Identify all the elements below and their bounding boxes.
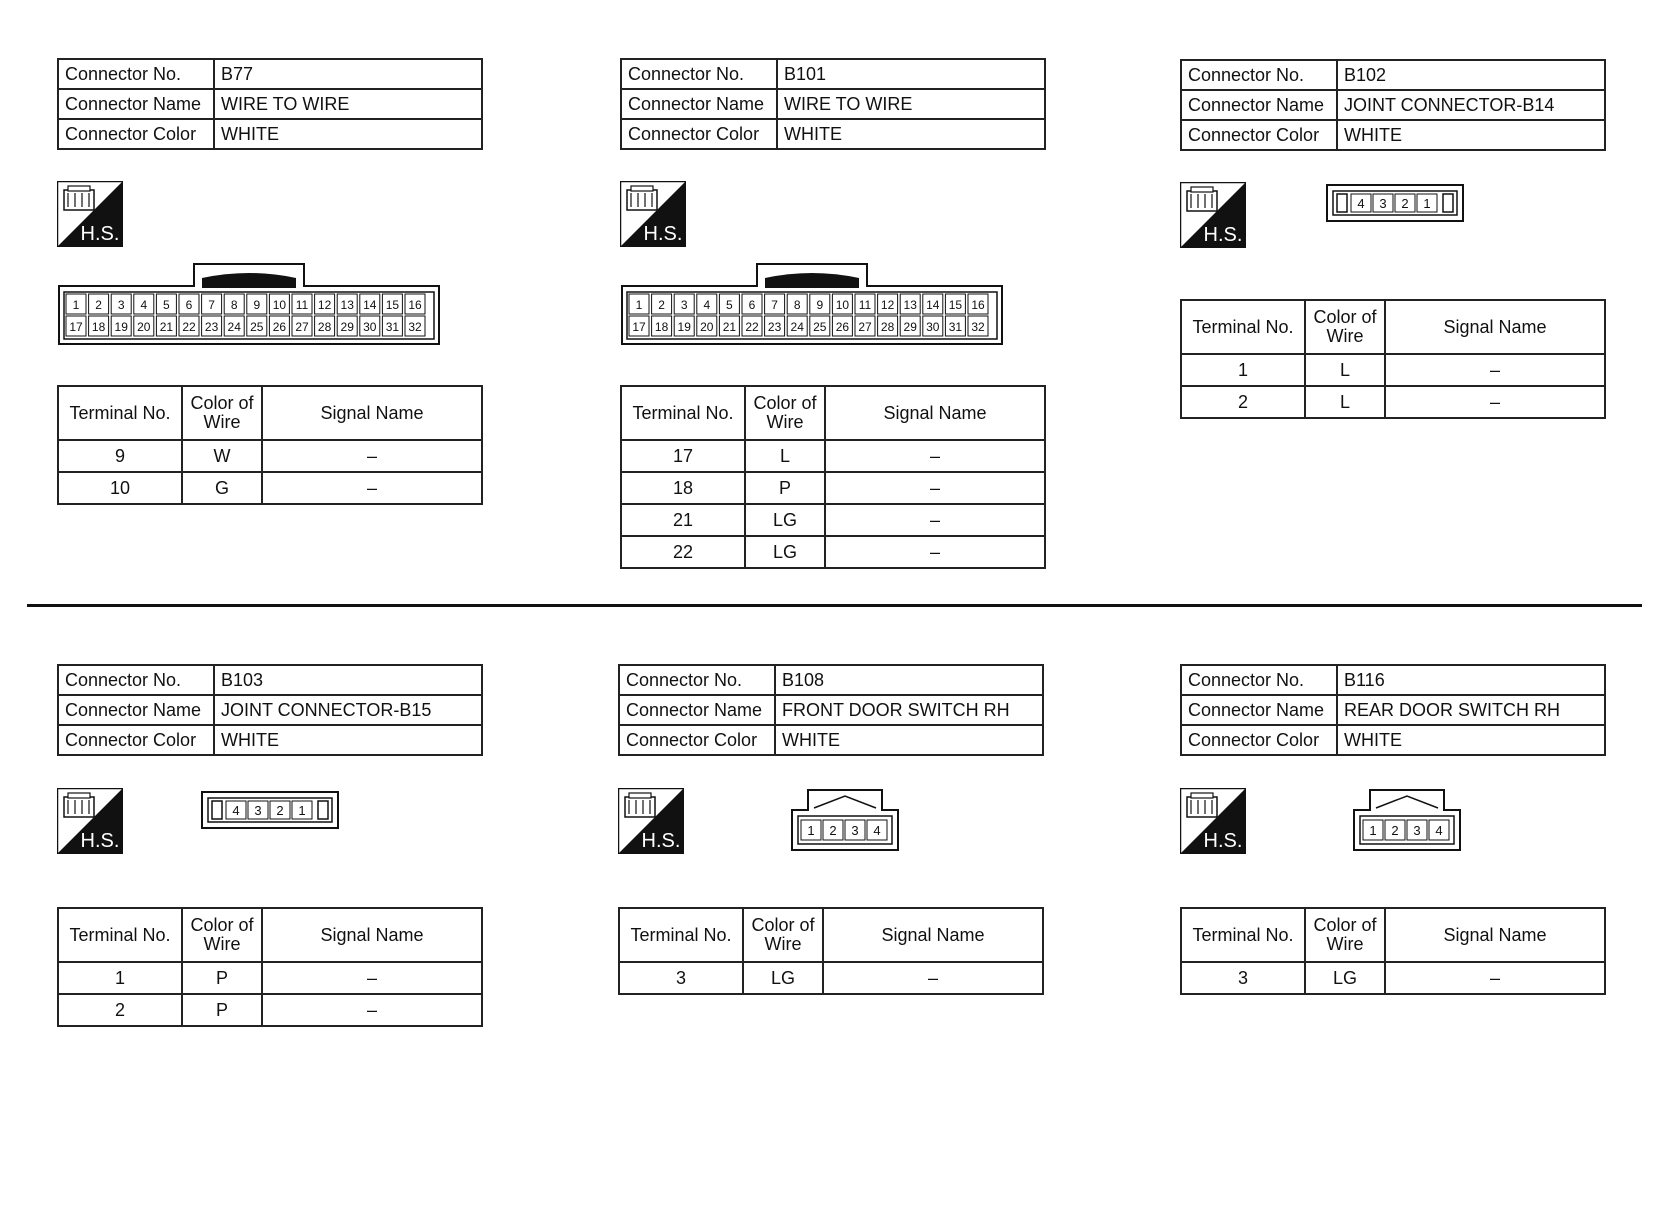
connector-name-value: FRONT DOOR SWITCH RH	[775, 695, 1043, 725]
table-row	[58, 472, 482, 504]
table-row	[621, 472, 1045, 504]
pin-number: 32	[971, 320, 985, 334]
connector-no-label: Connector No.	[1181, 665, 1337, 695]
connector-face-diagram	[200, 790, 340, 830]
pictogram-latch	[1191, 187, 1213, 192]
connector-panel-b108	[618, 664, 1044, 756]
pin-number: 15	[948, 298, 963, 312]
color-of-wire-header-line2: Wire	[1326, 934, 1364, 954]
pin-number: 32	[408, 320, 422, 334]
hs-badge-label: H.S.	[80, 830, 120, 852]
signal-name-cell: –	[262, 962, 482, 994]
terminal-panel-b103	[57, 907, 483, 1027]
harness-side-icon	[620, 181, 686, 247]
pin-number: 3	[680, 298, 688, 312]
wire-color-cell: L	[1305, 386, 1385, 418]
terminal-table	[1180, 299, 1606, 419]
terminal-no-cell: 10	[58, 472, 182, 504]
connector-name-value: JOINT CONNECTOR-B14	[1337, 90, 1605, 120]
pin-number: 5	[163, 298, 170, 312]
table-row	[58, 962, 482, 994]
signal-name-cell: –	[825, 504, 1045, 536]
connector-face-diagram	[57, 262, 441, 346]
wire-color-cell: LG	[743, 962, 823, 994]
pin-number: 3	[851, 823, 859, 838]
pin-number: 3	[1413, 823, 1421, 838]
connector-no-value: B116	[1337, 665, 1605, 695]
signal-name-header: Signal Name	[1385, 300, 1605, 354]
table-row	[58, 440, 482, 472]
hs-badge-label: H.S.	[641, 830, 681, 852]
wire-color-cell: W	[182, 440, 262, 472]
pin-number: 10	[835, 298, 850, 312]
pin-number: 6	[748, 298, 756, 312]
harness-side-icon	[57, 181, 123, 247]
pin-number: 26	[272, 320, 287, 334]
connector-no-value: B77	[214, 59, 482, 89]
pin-number: 4	[873, 823, 881, 838]
wire-color-cell: LG	[745, 504, 825, 536]
pictogram-latch	[1191, 793, 1213, 798]
pin-number: 18	[91, 320, 106, 334]
signal-name-cell: –	[825, 536, 1045, 568]
connector-name-label: Connector Name	[1181, 90, 1337, 120]
pin-number: 3	[254, 803, 262, 818]
color-of-wire-header-line2: Wire	[764, 934, 802, 954]
color-of-wire-header-line1: Color of	[753, 393, 817, 413]
pin-number: 1	[72, 298, 80, 312]
table-row	[1181, 386, 1605, 418]
connector-name-label: Connector Name	[58, 89, 214, 119]
pin-number: 29	[903, 320, 917, 334]
terminal-panel-b102	[1180, 299, 1606, 419]
connector-panel-b116	[1180, 664, 1606, 756]
connector-info-table	[1180, 664, 1606, 756]
pin-number: 25	[813, 320, 827, 334]
terminal-table	[57, 385, 483, 505]
pin-number: 1	[635, 298, 643, 312]
connector-color-label: Connector Color	[58, 119, 214, 149]
pin-number: 28	[880, 320, 895, 334]
pin-number: 11	[858, 298, 872, 312]
pin-number: 31	[948, 320, 963, 334]
terminal-no-cell: 18	[621, 472, 745, 504]
connector-face-diagram	[1325, 183, 1465, 223]
terminal-panel-b77	[57, 385, 483, 505]
connector-panel-b102	[1180, 59, 1606, 151]
connector-pictogram-icon	[1187, 187, 1217, 211]
pin-number: 10	[272, 298, 287, 312]
table-row	[621, 440, 1045, 472]
signal-name-cell: –	[825, 440, 1045, 472]
connector-no-value: B103	[214, 665, 482, 695]
pin-number: 8	[793, 298, 801, 312]
table-row	[621, 504, 1045, 536]
terminal-no-cell: 2	[58, 994, 182, 1026]
connector-name-value: WIRE TO WIRE	[777, 89, 1045, 119]
table-row	[619, 962, 1043, 994]
harness-side-icon	[1180, 182, 1246, 248]
harness-side-icon	[618, 788, 684, 854]
terminal-panel-b108	[618, 907, 1044, 995]
color-of-wire-header	[182, 386, 262, 440]
connector-panel-b77	[57, 58, 483, 150]
pin-number: 9	[253, 298, 261, 312]
color-of-wire-header	[745, 386, 825, 440]
pin-number: 18	[654, 320, 669, 334]
terminal-table	[618, 907, 1044, 995]
connector-no-value: B108	[775, 665, 1043, 695]
table-row	[1181, 962, 1605, 994]
harness-side-icon	[1180, 788, 1246, 854]
connector-color-value: WHITE	[1337, 120, 1605, 150]
terminal-no-header: Terminal No.	[1181, 908, 1305, 962]
signal-name-cell: –	[1385, 354, 1605, 386]
color-of-wire-header-line1: Color of	[1313, 307, 1377, 327]
terminal-panel-b116	[1180, 907, 1606, 995]
connector-no-label: Connector No.	[621, 59, 777, 89]
pin-number: 20	[137, 320, 151, 334]
end-key	[1337, 194, 1347, 212]
connector-color-value: WHITE	[775, 725, 1043, 755]
connector-info-table	[618, 664, 1044, 756]
connector-face-diagram	[790, 788, 900, 852]
signal-name-header: Signal Name	[1385, 908, 1605, 962]
connector-color-label: Connector Color	[1181, 725, 1337, 755]
pictogram-latch	[631, 186, 653, 191]
pin-number: 12	[317, 298, 332, 312]
color-of-wire-header-line1: Color of	[190, 393, 254, 413]
color-of-wire-header-line2: Wire	[1326, 326, 1364, 346]
pin-number: 27	[295, 320, 309, 334]
pin-number: 4	[1357, 196, 1365, 211]
pin-number: 24	[790, 320, 804, 334]
connector-pictogram-icon	[1187, 793, 1217, 817]
signal-name-header: Signal Name	[262, 386, 482, 440]
signal-name-cell: –	[262, 994, 482, 1026]
signal-name-header: Signal Name	[262, 908, 482, 962]
connector-color-label: Connector Color	[58, 725, 214, 755]
terminal-no-header: Terminal No.	[621, 386, 745, 440]
connector-pictogram-icon	[64, 186, 94, 210]
pin-number: 16	[971, 298, 985, 312]
pin-number: 8	[230, 298, 238, 312]
hs-badge-label: H.S.	[80, 223, 120, 245]
section-divider	[27, 604, 1642, 607]
pictogram-latch	[68, 793, 90, 798]
table-row	[58, 994, 482, 1026]
terminal-no-cell: 9	[58, 440, 182, 472]
pictogram-latch	[629, 793, 651, 798]
end-key	[212, 801, 222, 819]
connector-panel-b103	[57, 664, 483, 756]
pin-number: 4	[1435, 823, 1443, 838]
pin-number: 26	[835, 320, 850, 334]
terminal-no-cell: 17	[621, 440, 745, 472]
wire-color-cell: L	[745, 440, 825, 472]
connector-face-diagram	[620, 262, 1004, 346]
connector-name-label: Connector Name	[619, 695, 775, 725]
pin-number: 1	[1423, 196, 1431, 211]
hs-badge-label: H.S.	[1203, 224, 1243, 246]
pictogram-latch	[68, 186, 90, 191]
color-of-wire-header-line1: Color of	[751, 915, 815, 935]
pin-number: 2	[1401, 196, 1409, 211]
connector-info-table	[57, 58, 483, 150]
terminal-no-cell: 1	[58, 962, 182, 994]
pin-number: 7	[208, 298, 215, 312]
connector-no-value: B101	[777, 59, 1045, 89]
pin-number: 22	[745, 320, 759, 334]
pin-number: 2	[276, 803, 284, 818]
pin-number: 21	[722, 320, 737, 334]
color-of-wire-header	[1305, 300, 1385, 354]
terminal-no-cell: 2	[1181, 386, 1305, 418]
pin-number: 20	[700, 320, 714, 334]
connector-color-value: WHITE	[777, 119, 1045, 149]
connector-name-label: Connector Name	[1181, 695, 1337, 725]
connector-color-label: Connector Color	[621, 119, 777, 149]
pin-number: 6	[185, 298, 193, 312]
connector-no-label: Connector No.	[58, 59, 214, 89]
connector-info-table	[620, 58, 1046, 150]
terminal-no-header: Terminal No.	[619, 908, 743, 962]
pin-number: 17	[632, 320, 646, 334]
wire-color-cell: LG	[1305, 962, 1385, 994]
pin-number: 21	[159, 320, 174, 334]
terminal-no-cell: 1	[1181, 354, 1305, 386]
connector-color-value: WHITE	[214, 725, 482, 755]
wire-color-cell: LG	[745, 536, 825, 568]
color-of-wire-header-line2: Wire	[203, 934, 241, 954]
connector-name-value: WIRE TO WIRE	[214, 89, 482, 119]
color-of-wire-header-line1: Color of	[1313, 915, 1377, 935]
pin-number: 4	[140, 298, 148, 312]
pin-number: 3	[1379, 196, 1387, 211]
wire-color-cell: P	[182, 962, 262, 994]
terminal-table	[1180, 907, 1606, 995]
pin-number: 24	[227, 320, 241, 334]
pin-number: 28	[317, 320, 332, 334]
connector-color-label: Connector Color	[1181, 120, 1337, 150]
connector-no-label: Connector No.	[1181, 60, 1337, 90]
terminal-no-cell: 21	[621, 504, 745, 536]
connector-name-value: JOINT CONNECTOR-B15	[214, 695, 482, 725]
hs-badge-label: H.S.	[1203, 830, 1243, 852]
pin-number: 23	[204, 320, 219, 334]
terminal-no-cell: 3	[1181, 962, 1305, 994]
pin-number: 9	[816, 298, 824, 312]
wire-color-cell: L	[1305, 354, 1385, 386]
pin-number: 1	[807, 823, 815, 838]
color-of-wire-header	[182, 908, 262, 962]
connector-no-value: B102	[1337, 60, 1605, 90]
harness-side-icon	[57, 788, 123, 854]
pin-number: 17	[69, 320, 83, 334]
pin-number: 16	[408, 298, 422, 312]
connector-info-table	[57, 664, 483, 756]
connector-no-label: Connector No.	[619, 665, 775, 695]
pin-number: 2	[829, 823, 837, 838]
signal-name-cell: –	[262, 472, 482, 504]
table-row	[621, 536, 1045, 568]
connector-name-value: REAR DOOR SWITCH RH	[1337, 695, 1605, 725]
pin-number: 1	[298, 803, 306, 818]
pin-number: 14	[363, 298, 377, 312]
color-of-wire-header-line1: Color of	[190, 915, 254, 935]
pin-number: 13	[903, 298, 917, 312]
pin-number: 2	[1391, 823, 1399, 838]
hs-badge-label: H.S.	[643, 223, 683, 245]
color-of-wire-header-line2: Wire	[203, 412, 241, 432]
wire-color-cell: P	[745, 472, 825, 504]
pin-number: 29	[340, 320, 354, 334]
pin-number: 2	[95, 298, 102, 312]
terminal-panel-b101	[620, 385, 1046, 569]
pin-number: 5	[726, 298, 733, 312]
pin-number: 4	[232, 803, 240, 818]
terminal-no-header: Terminal No.	[58, 386, 182, 440]
signal-name-cell: –	[1385, 962, 1605, 994]
signal-name-header: Signal Name	[823, 908, 1043, 962]
signal-name-cell: –	[1385, 386, 1605, 418]
connector-color-value: WHITE	[1337, 725, 1605, 755]
connector-pictogram-icon	[625, 793, 655, 817]
signal-name-cell: –	[825, 472, 1045, 504]
pin-number: 15	[385, 298, 400, 312]
color-of-wire-header	[1305, 908, 1385, 962]
pin-number: 30	[363, 320, 377, 334]
table-row	[1181, 354, 1605, 386]
pin-number: 4	[703, 298, 711, 312]
pin-number: 22	[182, 320, 196, 334]
connector-color-label: Connector Color	[619, 725, 775, 755]
pin-number: 13	[340, 298, 354, 312]
connector-no-label: Connector No.	[58, 665, 214, 695]
pin-number: 2	[658, 298, 665, 312]
signal-name-cell: –	[262, 440, 482, 472]
connector-pictogram-icon	[64, 793, 94, 817]
pin-number: 11	[295, 298, 309, 312]
connector-name-label: Connector Name	[58, 695, 214, 725]
terminal-table	[57, 907, 483, 1027]
signal-name-cell: –	[823, 962, 1043, 994]
connector-name-label: Connector Name	[621, 89, 777, 119]
pin-number: 3	[117, 298, 125, 312]
pin-number: 27	[858, 320, 872, 334]
pin-number: 19	[677, 320, 691, 334]
connector-color-value: WHITE	[214, 119, 482, 149]
color-of-wire-header	[743, 908, 823, 962]
pin-number: 25	[250, 320, 264, 334]
terminal-no-header: Terminal No.	[1181, 300, 1305, 354]
connector-panel-b101	[620, 58, 1046, 150]
color-of-wire-header-line2: Wire	[766, 412, 804, 432]
end-key	[318, 801, 328, 819]
connector-pictogram-icon	[627, 186, 657, 210]
terminal-no-header: Terminal No.	[58, 908, 182, 962]
pin-number: 19	[114, 320, 128, 334]
terminal-no-cell: 22	[621, 536, 745, 568]
connector-face-diagram	[1352, 788, 1462, 852]
wire-color-cell: P	[182, 994, 262, 1026]
pin-number: 30	[926, 320, 940, 334]
pin-number: 14	[926, 298, 940, 312]
connector-info-table	[1180, 59, 1606, 151]
pin-number: 1	[1369, 823, 1377, 838]
pin-number: 23	[767, 320, 782, 334]
end-key	[1443, 194, 1453, 212]
terminal-table	[620, 385, 1046, 569]
pin-number: 7	[771, 298, 778, 312]
signal-name-header: Signal Name	[825, 386, 1045, 440]
pin-number: 31	[385, 320, 400, 334]
pin-number: 12	[880, 298, 895, 312]
terminal-no-cell: 3	[619, 962, 743, 994]
wire-color-cell: G	[182, 472, 262, 504]
